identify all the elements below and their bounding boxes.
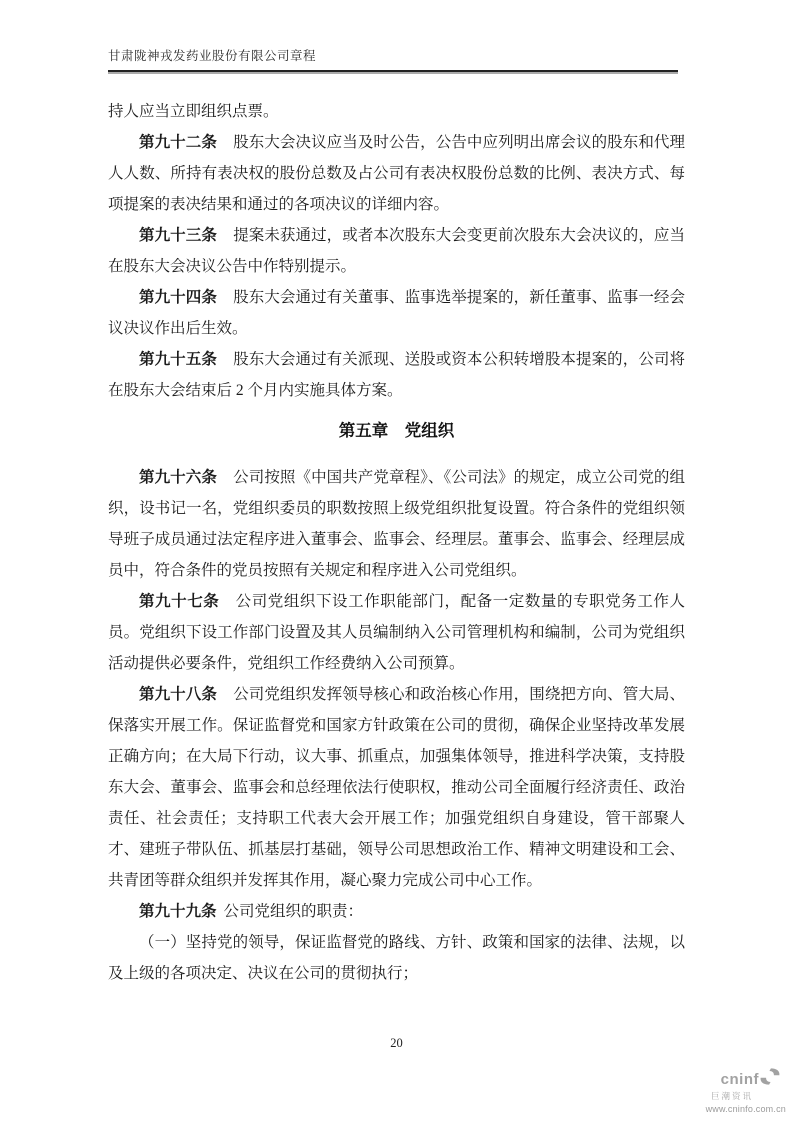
cninfo-logo [700,1069,786,1115]
article-label: 第九十八条 [139,686,217,703]
cninfo-chinese-name: 巨潮资讯 [710,1090,753,1101]
cninfo-brand-text: cninf [720,1071,759,1089]
article-paragraph-99 [108,896,685,927]
cninfo-swirl-icon [760,1068,780,1090]
page-number: 20 [390,1036,403,1050]
list-item-1 [108,927,685,989]
chapter-heading: 第五章 党组织 [338,422,455,440]
cninfo-url: www.cninfo.com.cn [705,1103,786,1114]
article-text: 公司党组织发挥领导核心和政治核心作用，围绕把方向、管大局、保落实开展工作。保证监督党和国家方针政策在公司的贯彻，确保企业坚持改革发展正确方向；在大局下行动，议大事、抓重点，加强集体领导，推进科学决策，支持股东大会、董事会、监事会和总经理依法行使职权，推动公司全面履行经济责任、政治责任、社会责任；支持职工代表大会开展工作；加强党组织自身建设，管干部聚人才、建班子带队伍、抓基层打基础，领导公司思想政治工作、精神文明建设和工会、共青团等群众组织并发挥其作用，凝心聚力完成公司中心工作。 [108,686,685,889]
article-paragraph-95 [108,344,685,406]
article-text: 持人应当立即组织点票。 [108,103,279,120]
article-paragraph-98 [108,679,685,896]
article-label: 第九十六条 [139,469,217,486]
article-text: （一）坚持党的领导，保证监督党的路线、方针、政策和国家的法律、法规，以及上级的各项决定、决议在公司的贯彻执行； [108,934,685,982]
article-text: 股东大会通过有关派现、送股或资本公积转增股本提案的，公司将在股东大会结束后 2 个月内实施具体方案。 [108,351,685,399]
article-paragraph-93 [108,220,685,282]
article-label: 第九十二条 [139,134,217,151]
article-paragraph-96 [108,462,685,586]
article-paragraph-92 [108,127,685,220]
page-header [108,46,678,72]
article-text: 公司党组织下设工作职能部门，配备一定数量的专职党务工作人员。党组织下设工作部门设置及其人员编制纳入公司管理机构和编制，公司为党组织活动提供必要条件，党组织工作经费纳入公司预算。 [108,593,685,672]
cninfo-brand-row [700,1069,786,1091]
article-paragraph-94 [108,282,685,344]
article-text: 公司按照《中国共产党章程》、《公司法》的规定，成立公司党的组织，设书记一名，党组织委员的职数按照上级党组织批复设置。符合条件的党组织领导班子成员通过法定程序进入董事会、监事会、经理层。董事会、监事会、经理层成员中，符合条件的党员按照有关规定和程序进入公司党组织。 [108,469,685,579]
article-text: 提案未获通过，或者本次股东大会变更前次股东大会决议的，应当在股东大会决议公告中作特别提示。 [108,227,685,275]
article-label: 第九十五条 [139,351,217,368]
article-paragraph-97 [108,586,685,679]
article-text: 股东大会决议应当及时公告，公告中应列明出席会议的股东和代理人人数、所持有表决权的股份总数及占公司有表决权股份总数的比例、表决方式、每项提案的表决结果和通过的各项决议的详细内容。 [108,134,685,213]
article-label: 第九十九条 [139,903,217,920]
article-label: 第九十四条 [139,289,217,306]
article-label: 第九十七条 [139,593,220,610]
document-title: 甘肃陇神戎发药业股份有限公司章程 [108,49,317,63]
paragraph-continuation [108,96,685,127]
document-body [108,96,685,989]
article-label: 第九十三条 [139,227,217,244]
article-text: 公司党组织的职责： [223,903,363,920]
header-rule [108,70,678,72]
article-text: 股东大会通过有关董事、监事选举提案的，新任董事、监事一经会议决议作出后生效。 [108,289,685,337]
